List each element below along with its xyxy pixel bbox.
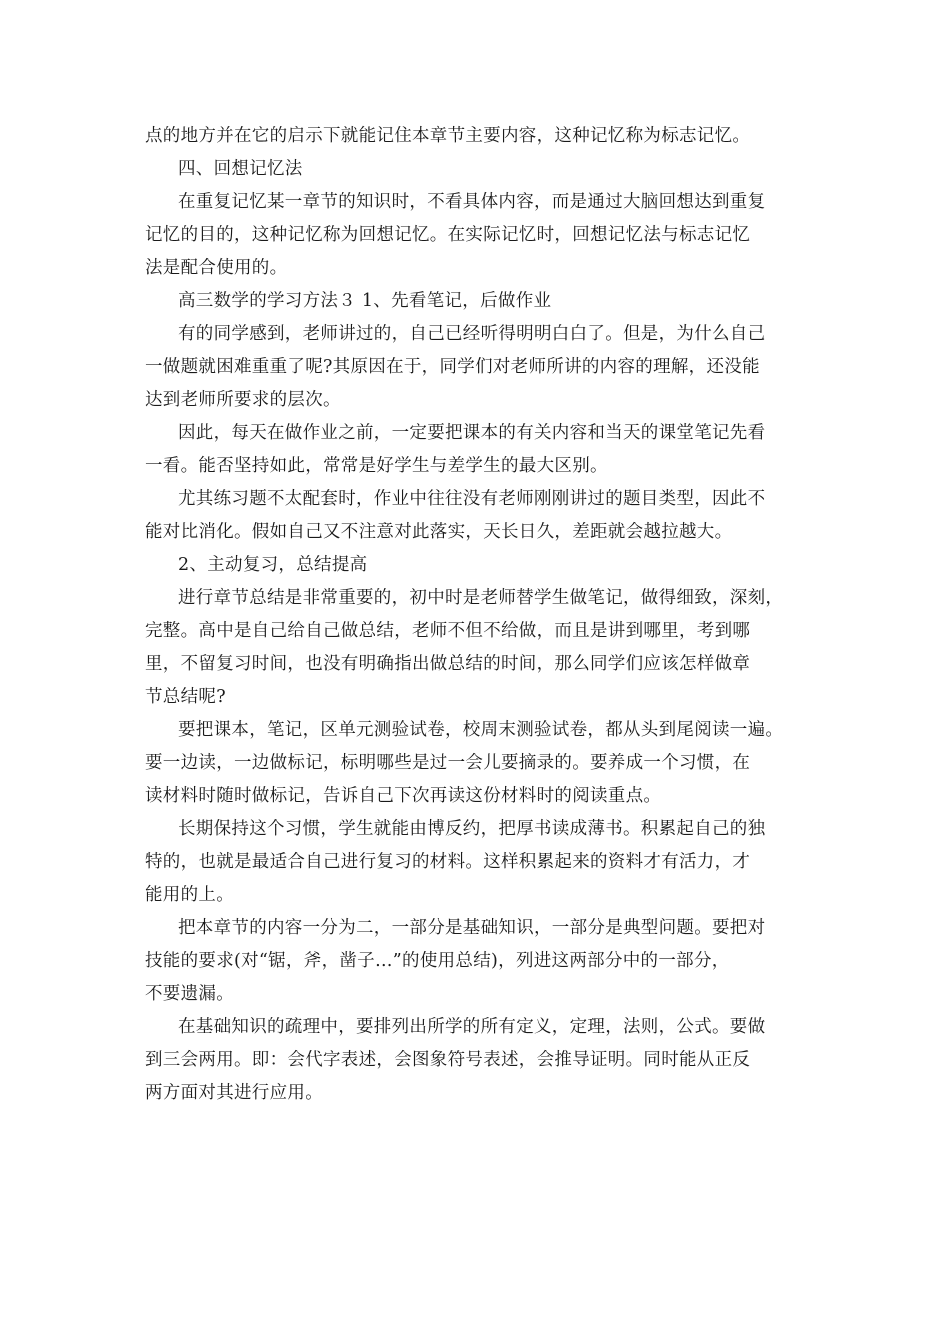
text-line: 四、回想记忆法 xyxy=(178,159,303,179)
text-line: 要把课本，笔记，区单元测验试卷，校周末测验试卷，都从头到尾阅读一遍。 xyxy=(178,720,784,740)
text-line: 两方面对其进行应用。 xyxy=(145,1083,323,1103)
text-line: 高三数学的学习方法３ 1、先看笔记，后做作业 xyxy=(178,291,552,311)
text-line: 技能的要求(对“锯，斧，凿子…”的使用总结)，列进这两部分中的一部分， xyxy=(145,951,730,971)
text-line: 特的，也就是最适合自己进行复习的材料。这样积累起来的资料才有活力，才 xyxy=(145,852,751,872)
text-line: 一看。能否坚持如此，常常是好学生与差学生的最大区别。 xyxy=(145,456,608,476)
text-line: 记忆的目的，这种记忆称为回想记忆。在实际记忆时，回想记忆法与标志记忆 xyxy=(145,225,751,245)
text-line: 不要遗漏。 xyxy=(145,984,234,1004)
text-line: 尤其练习题不太配套时，作业中往往没有老师刚刚讲过的题目类型，因此不 xyxy=(178,489,766,509)
text-line: 里，不留复习时间，也没有明确指出做总结的时间，那么同学们应该怎样做章 xyxy=(145,654,751,674)
text-line: 法是配合使用的。 xyxy=(145,258,288,278)
document-body xyxy=(145,120,815,1110)
text-line: 能对比消化。假如自己又不注意对此落实，天长日久，差距就会越拉越大。 xyxy=(145,522,733,542)
text-line: 进行章节总结是非常重要的，初中时是老师替学生做笔记，做得细致，深刻， xyxy=(178,588,784,608)
text-line: 点的地方并在它的启示下就能记住本章节主要内容，这种记忆称为标志记忆。 xyxy=(145,126,751,146)
text-line: 长期保持这个习惯，学生就能由博反约，把厚书读成薄书。积累起自己的独 xyxy=(178,819,766,839)
text-line: 到三会两用。即：会代字表述，会图象符号表述，会推导证明。同时能从正反 xyxy=(145,1050,751,1070)
text-line: 要一边读，一边做标记，标明哪些是过一会儿要摘录的。要养成一个习惯，在 xyxy=(145,753,751,773)
text-line: 完整。高中是自己给自己做总结，老师不但不给做，而且是讲到哪里，考到哪 xyxy=(145,621,751,641)
text-line: 节总结呢? xyxy=(145,687,226,707)
text-line: 有的同学感到，老师讲过的，自己已经听得明明白白了。但是，为什么自己 xyxy=(178,324,766,344)
text-line: 读材料时随时做标记，告诉自己下次再读这份材料时的阅读重点。 xyxy=(145,786,662,806)
text-line: 在重复记忆某一章节的知识时，不看具体内容，而是通过大脑回想达到重复 xyxy=(178,192,766,212)
text-line: 一做题就困难重重了呢?其原因在于，同学们对老师所讲的内容的理解，还没能 xyxy=(145,357,760,377)
text-line: 达到老师所要求的层次。 xyxy=(145,390,341,410)
text-line: 2、主动复习，总结提高 xyxy=(178,555,368,575)
text-line: 把本章节的内容一分为二，一部分是基础知识，一部分是典型问题。要把对 xyxy=(178,918,766,938)
text-line: 在基础知识的疏理中，要排列出所学的所有定义，定理，法则，公式。要做 xyxy=(178,1017,766,1037)
text-line: 因此，每天在做作业之前，一定要把课本的有关内容和当天的课堂笔记先看 xyxy=(178,423,766,443)
text-line: 能用的上。 xyxy=(145,885,234,905)
